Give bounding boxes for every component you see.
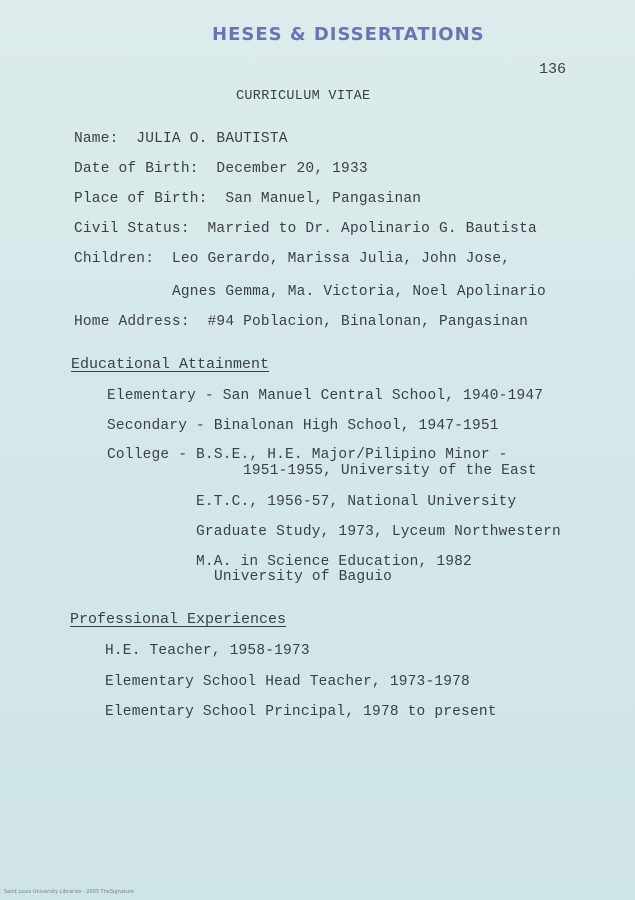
education-masters-continued: University of Baguio	[214, 569, 393, 585]
archive-stamp: HESES & DISSERTATIONS	[212, 24, 485, 45]
education-masters: M.A. in Science Education, 1982	[196, 554, 472, 570]
children-line-continued: Agnes Gemma, Ma. Victoria, Noel Apolinario	[172, 284, 546, 300]
education-graduate-study: Graduate Study, 1973, Lyceum Northwestern	[196, 524, 561, 540]
home-address-line: Home Address: #94 Poblacion, Binalonan, Pangasinan	[74, 314, 528, 330]
children-line: Children: Leo Gerardo, Marissa Julia, John Jose,	[74, 251, 511, 267]
experience-item: Elementary School Head Teacher, 1973-1978	[105, 674, 470, 690]
page-number: 136	[539, 61, 567, 78]
experience-item: Elementary School Principal, 1978 to present	[105, 704, 497, 720]
place-of-birth-line: Place of Birth: San Manuel, Pangasinan	[74, 191, 422, 207]
civil-status-line: Civil Status: Married to Dr. Apolinario G. Bautista	[74, 221, 537, 237]
education-secondary: Secondary - Binalonan High School, 1947-1951	[107, 418, 499, 434]
experience-item: H.E. Teacher, 1958-1973	[105, 643, 310, 659]
experience-heading: Professional Experiences	[70, 611, 287, 628]
education-elementary: Elementary - San Manuel Central School, 1940-1947	[107, 388, 544, 404]
document-title: CURRICULUM VITAE	[236, 89, 371, 104]
education-college: College - B.S.E., H.E. Major/Pilipino Minor -	[107, 447, 508, 463]
education-college-continued: 1951-1955, University of the East	[243, 463, 537, 479]
footer-note: Saint Louis University Libraries - 2003 TheSignature	[4, 889, 134, 895]
date-of-birth-line: Date of Birth: December 20, 1933	[74, 161, 368, 177]
name-line: Name: JULIA O. BAUTISTA	[74, 131, 288, 147]
education-etc: E.T.C., 1956-57, National University	[196, 494, 517, 510]
education-heading: Educational Attainment	[71, 356, 270, 373]
